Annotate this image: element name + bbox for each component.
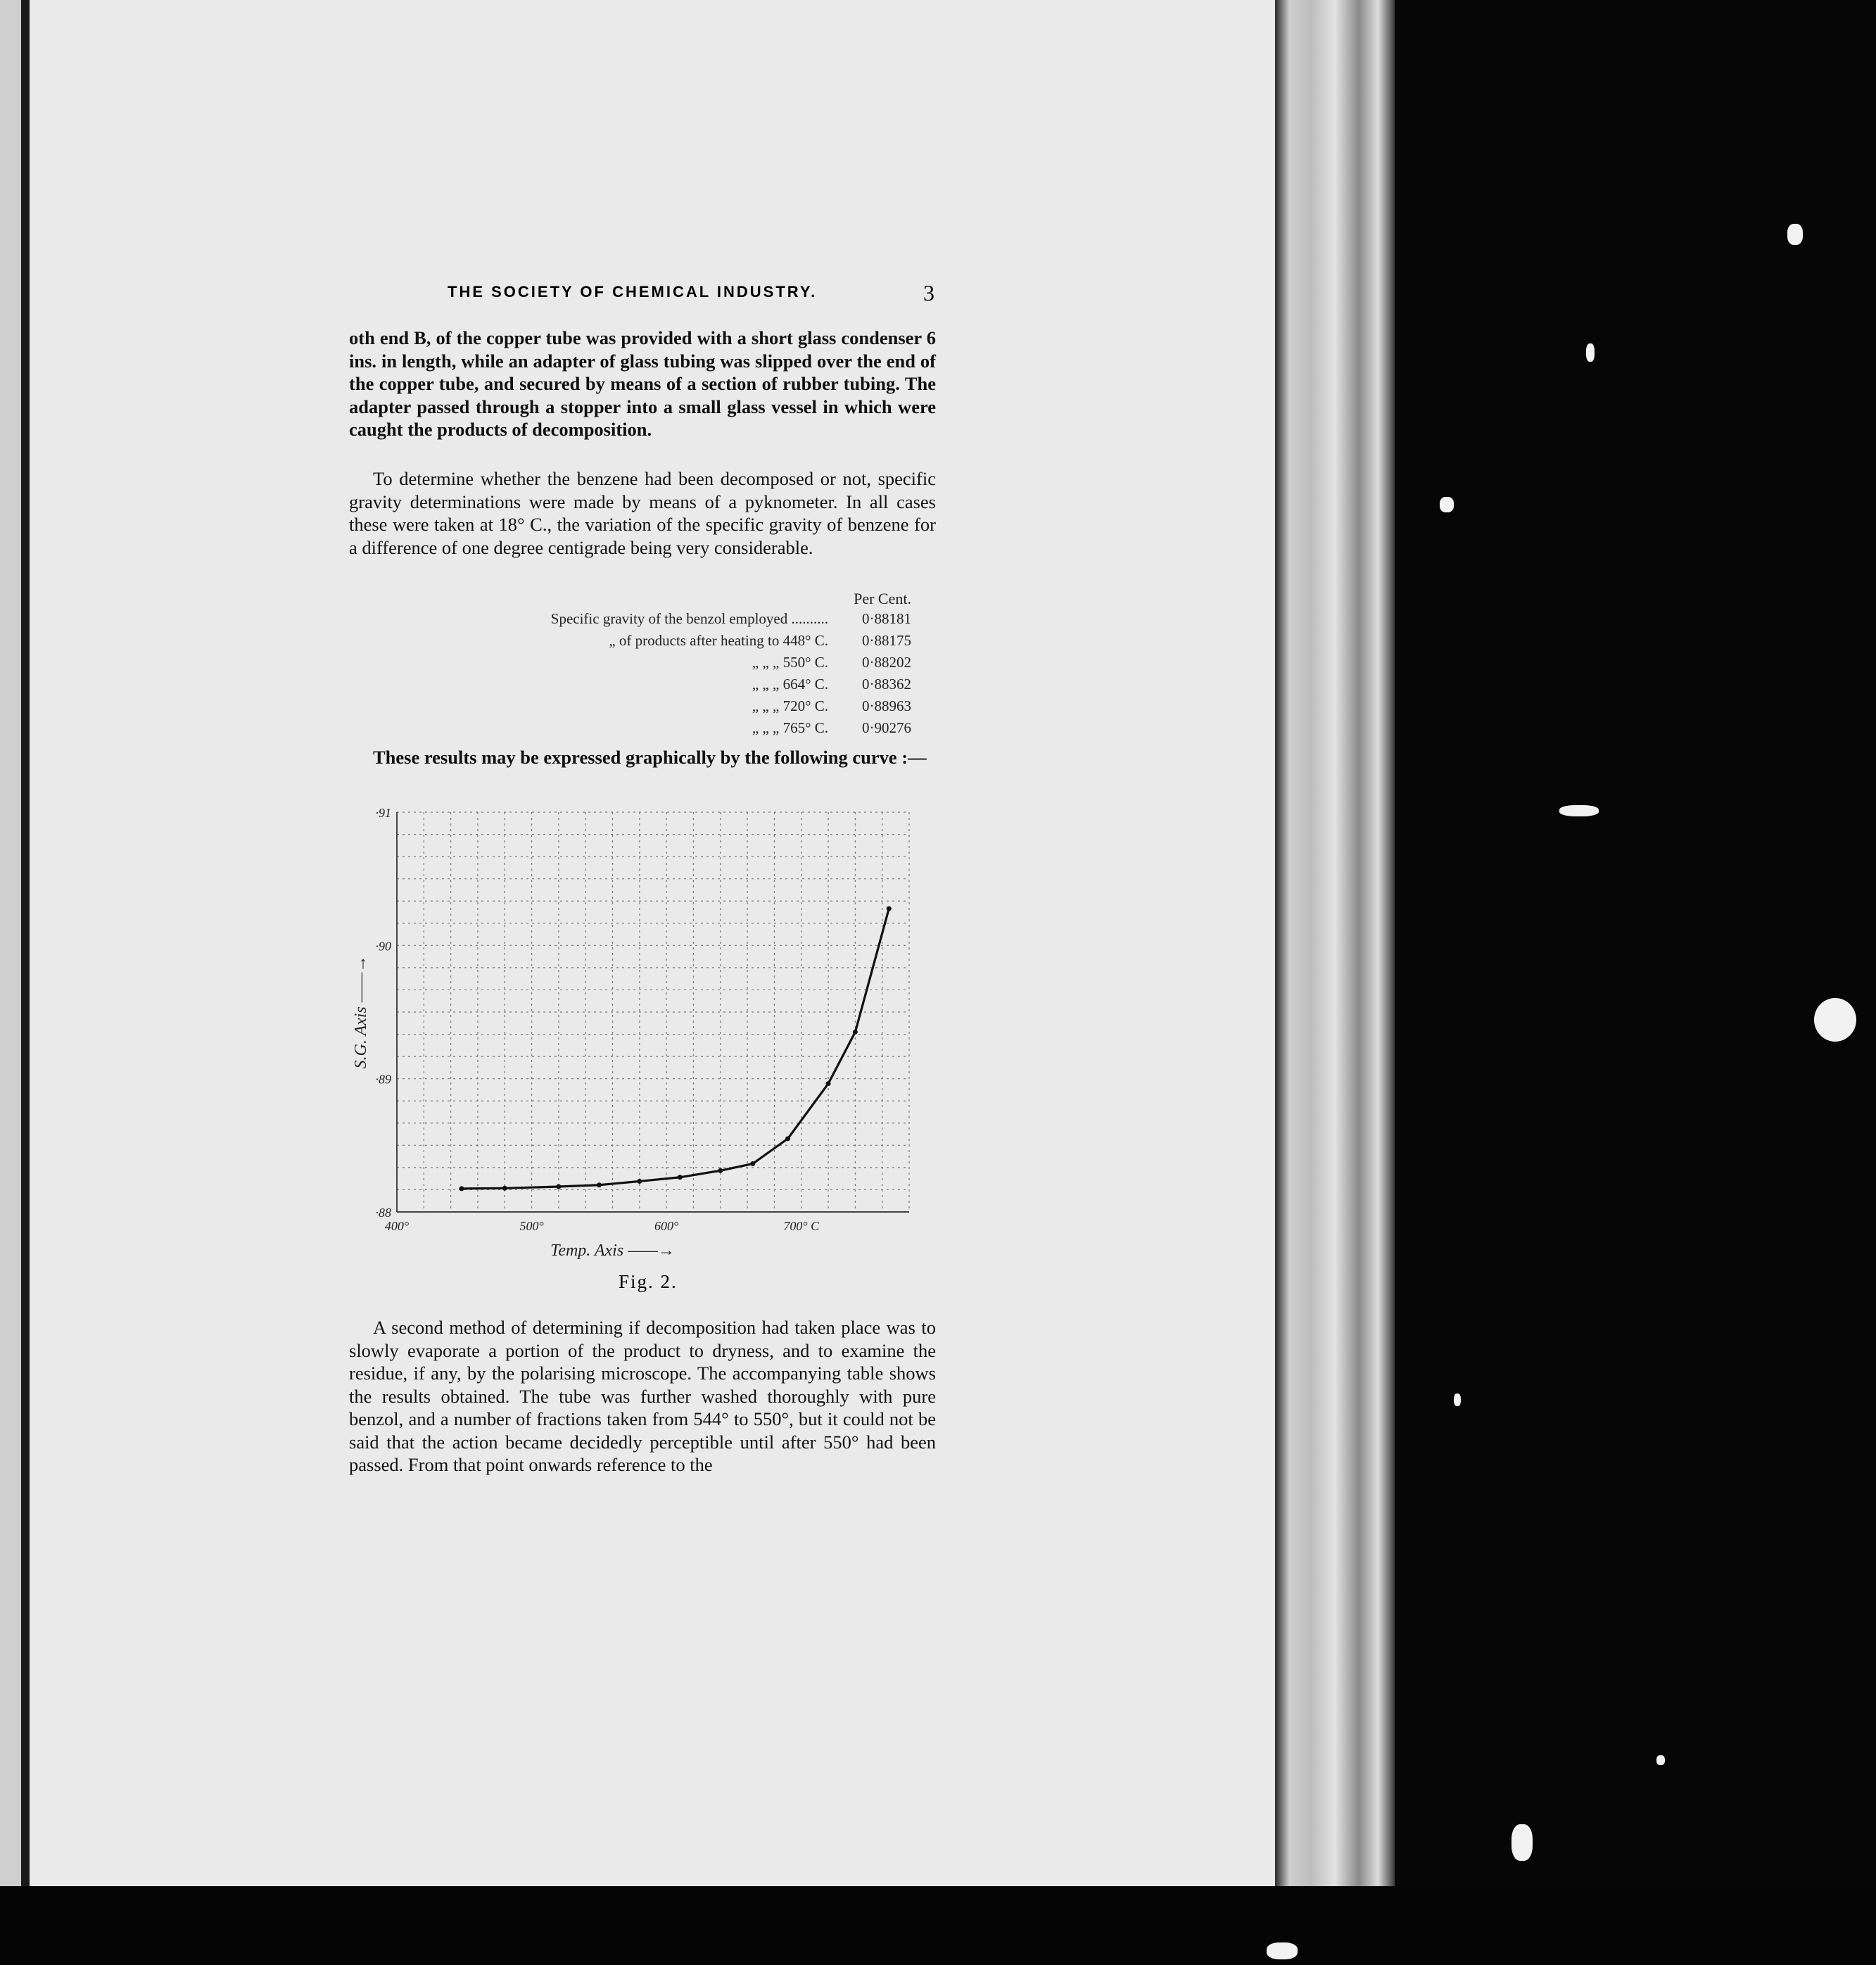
dust-speck bbox=[1656, 1755, 1665, 1765]
table-row-label: „ „ „ 720° C. bbox=[752, 697, 828, 714]
x-tick-label: 500° bbox=[519, 1219, 544, 1233]
table-row-label: „ „ „ 550° C. bbox=[752, 654, 828, 671]
page-left-edge bbox=[21, 0, 30, 1886]
running-head: THE SOCIETY OF CHEMICAL INDUSTRY. bbox=[448, 283, 818, 301]
book-binding bbox=[1275, 0, 1395, 1886]
y-axis-label: S.G. Axis ——→ bbox=[352, 955, 370, 1069]
data-point bbox=[556, 1184, 561, 1189]
data-point bbox=[750, 1161, 755, 1166]
data-point bbox=[637, 1179, 642, 1184]
page-left-margin bbox=[0, 0, 21, 1886]
data-point bbox=[853, 1030, 858, 1035]
chart-data-layer bbox=[459, 906, 891, 1192]
dust-speck bbox=[1511, 1824, 1533, 1861]
dust-speck bbox=[1440, 497, 1454, 512]
table-row bbox=[384, 717, 911, 739]
data-point bbox=[459, 1186, 464, 1191]
table-row-value: 0·88362 bbox=[862, 676, 911, 693]
table-row-label: Specific gravity of the benzol employed .......... bbox=[550, 610, 828, 627]
data-point bbox=[785, 1136, 790, 1141]
x-tick-label: 400° bbox=[384, 1219, 410, 1233]
paragraph-4: A second method of determining if decomposition had taken place was to slowly evaporate a portion of the product to dryness, and to examine the residue, if any, by the polarising microscope. The accompanying table shows the results obtained. The tube was further washed thoroughly with pure benzol, and a number of fractions taken from 544° to 550°, but it could not be said that the action became decidedly perceptible until after 550° had been passed. From that point onwards reference to the bbox=[349, 1317, 936, 1475]
paragraph-4-block bbox=[349, 1316, 936, 1477]
y-tick-label: ·91 bbox=[375, 806, 391, 820]
data-point bbox=[826, 1081, 831, 1086]
specific-gravity-table bbox=[384, 590, 911, 739]
data-point bbox=[678, 1175, 683, 1180]
dust-speck bbox=[1586, 343, 1595, 362]
table-row bbox=[384, 608, 911, 630]
x-tick-label: 700° C bbox=[783, 1219, 820, 1233]
figure-caption: Fig. 2. bbox=[619, 1271, 678, 1292]
y-tick-label: ·89 bbox=[375, 1072, 391, 1087]
data-point bbox=[597, 1182, 602, 1187]
table-header: Per Cent. bbox=[854, 590, 911, 607]
dust-speck bbox=[1267, 1942, 1298, 1959]
figure-2-chart bbox=[346, 802, 923, 1260]
table-row-value: 0·88175 bbox=[862, 632, 911, 649]
table-row-value: 0·88181 bbox=[862, 610, 911, 627]
table-row bbox=[384, 695, 911, 717]
chart-grid bbox=[397, 812, 909, 1212]
paragraph-3: These results may be expressed graphically by the following curve :— bbox=[373, 747, 927, 768]
paragraph-1: oth end B, of the copper tube was provided with a short glass condenser 6 ins. in length, while an adapter of glass tubing was slipped over the end of the copper tube, and secured by means of a section of rubber tubing. The adapter passed through a stopper into a small glass vessel in which were caught the products of decomposition. bbox=[349, 327, 936, 440]
table-row-label: „ „ „ 664° C. bbox=[752, 676, 828, 693]
table-row-value: 0·88963 bbox=[862, 697, 911, 714]
paragraph-2: To determine whether the benzene had been decomposed or not, specific gravity determinations were made by means of a pyknometer. In all cases these were taken at 18° C., the variation of the specific gravity of benzene for a difference of one degree centigrade being very considerable. bbox=[349, 468, 936, 558]
sg-temperature-chart bbox=[346, 802, 923, 1260]
table-row-label: „ „ „ 765° C. bbox=[752, 719, 828, 736]
dust-speck bbox=[1814, 998, 1856, 1042]
x-axis-label: Temp. Axis ——→ bbox=[550, 1241, 675, 1260]
y-tick-label: ·90 bbox=[375, 939, 391, 954]
dust-speck bbox=[1454, 1394, 1461, 1406]
table-row-label: „ of products after heating to 448° C. bbox=[609, 632, 828, 649]
x-tick-label: 600° bbox=[654, 1219, 679, 1233]
page-number: 3 bbox=[923, 280, 934, 305]
data-series-line bbox=[462, 909, 889, 1189]
y-tick-label: ·88 bbox=[375, 1206, 391, 1220]
paragraph-3-block bbox=[349, 746, 936, 769]
table-row-value: 0·88202 bbox=[862, 654, 911, 671]
data-point bbox=[887, 906, 892, 911]
paragraph-1-block bbox=[349, 327, 936, 441]
scan-border-bottom bbox=[0, 1886, 1876, 1965]
dust-speck bbox=[1787, 224, 1803, 245]
table-row bbox=[384, 630, 911, 652]
data-point bbox=[502, 1186, 507, 1191]
table-row bbox=[384, 674, 911, 695]
data-point bbox=[718, 1168, 723, 1173]
table-row-value: 0·90276 bbox=[862, 719, 911, 736]
dust-speck bbox=[1559, 805, 1599, 816]
paragraph-2-block bbox=[349, 467, 936, 559]
table-row bbox=[384, 652, 911, 674]
